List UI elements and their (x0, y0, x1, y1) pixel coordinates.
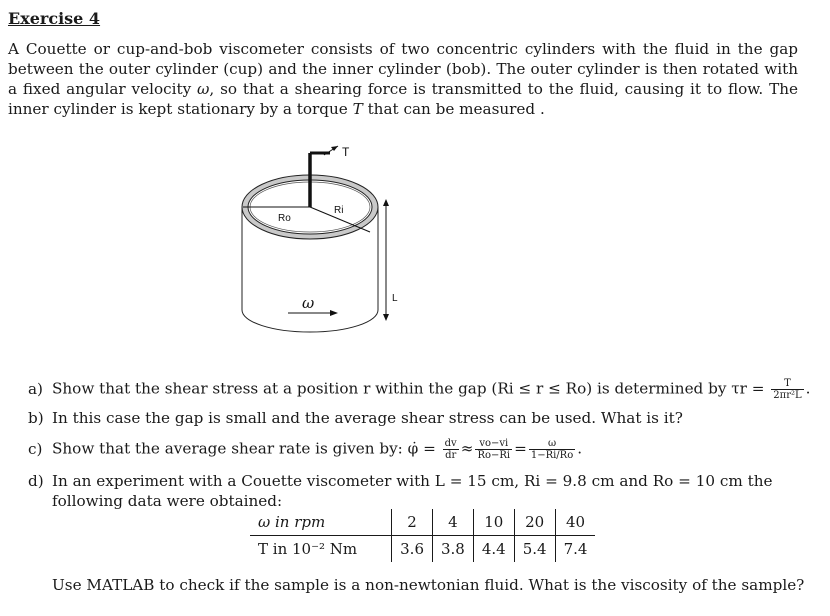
omega-label: ω (302, 294, 315, 312)
inner-radius-label: Ri (334, 205, 344, 216)
question-c-text: Show that the average shear rate is given by: φ̇ = (52, 439, 441, 458)
question-c (28, 438, 582, 461)
approx-sign: ≈ (460, 439, 474, 458)
frac-den: Ro−Ri (477, 450, 511, 461)
question-d-label: d) (28, 472, 44, 490)
question-a-end: . (805, 379, 811, 398)
question-d-line-1 (28, 471, 790, 491)
frac-den: 1−Ri/Ro (530, 450, 574, 461)
question-a-text: Show that the shear stress at a position r within the gap (Ri ≤ r ≤ Ro) is determined by τr = (52, 379, 770, 398)
question-a-label: a) (28, 379, 43, 398)
question-a (28, 378, 810, 401)
frac-den: dr (445, 450, 457, 461)
intro-part-1: A Couette or cup-and-bob viscometer consists of two concentric cylinders with the fluid in the gap between the outer cylinder (cup) and the inner cylinder (bob). The outer cylinder is then rotated with a fixed angular velocity (8, 40, 798, 98)
question-b-text: In this case the gap is small and the average shear stress can be used. What is it? (52, 409, 683, 427)
question-c-label: c) (28, 439, 43, 458)
final-instruction: Use MATLAB to check if the sample is a non-newtonian fluid. What is the viscosity of the sample? (52, 576, 805, 594)
length-arrow-bottom (383, 314, 389, 321)
outer-radius-label: Ro (278, 213, 291, 224)
question-d-line-2: following data were obtained: (52, 492, 283, 510)
equals-sign: = (514, 439, 527, 458)
question-b (28, 408, 683, 428)
length-arrow-top (383, 199, 389, 206)
torque-label: T (342, 145, 350, 159)
row-label-torque: T in 10⁻² Nm (258, 540, 358, 558)
table-cell: 3.6 (392, 536, 433, 563)
exercise-title: Exercise 4 (8, 9, 101, 28)
question-d-text-1: In an experiment with a Couette viscometer with L = 15 cm, Ri = 9.8 cm and Ro = 10 cm the (52, 472, 773, 490)
table-row (250, 509, 595, 536)
table-cell: 40 (555, 509, 595, 536)
viscometer-figure (220, 135, 420, 350)
table-cell: 3.8 (433, 536, 474, 563)
table-cell: 4.4 (473, 536, 514, 563)
velocity-fraction (475, 438, 512, 461)
table-cell: 2 (392, 509, 433, 536)
table-cell: 4 (433, 509, 474, 536)
dv-dr-fraction (443, 438, 459, 461)
table-cell: 7.4 (555, 536, 595, 563)
viscometer-diagram (220, 135, 420, 350)
question-d (28, 471, 790, 511)
frac-num: dv (444, 438, 457, 449)
data-table (250, 509, 595, 562)
table-cell: 10 (473, 509, 514, 536)
frac-num: T (771, 378, 803, 390)
shear-stress-fraction (771, 378, 803, 401)
question-b-label: b) (28, 409, 44, 427)
table-row (250, 536, 595, 563)
omega-fraction (529, 438, 575, 461)
frac-num: ω (529, 438, 575, 450)
length-label: L (392, 293, 398, 304)
frac-den: 2πr²L (773, 390, 802, 401)
table-cell: 20 (514, 509, 555, 536)
intro-part-3: that can be measured . (362, 100, 545, 118)
intro-part-2: , so that a shearing force is transmitted to the fluid, causing it to flow. The inner cylinder is kept stationary by a torque (8, 80, 798, 118)
intro-torque: T (352, 100, 363, 118)
question-c-end: . (577, 439, 583, 458)
intro-paragraph (8, 39, 798, 119)
row-label-omega: ω in rpm (250, 509, 392, 536)
intro-omega: ω (197, 80, 210, 98)
frac-num: vo−vi (475, 438, 512, 450)
table-cell: 5.4 (514, 536, 555, 563)
